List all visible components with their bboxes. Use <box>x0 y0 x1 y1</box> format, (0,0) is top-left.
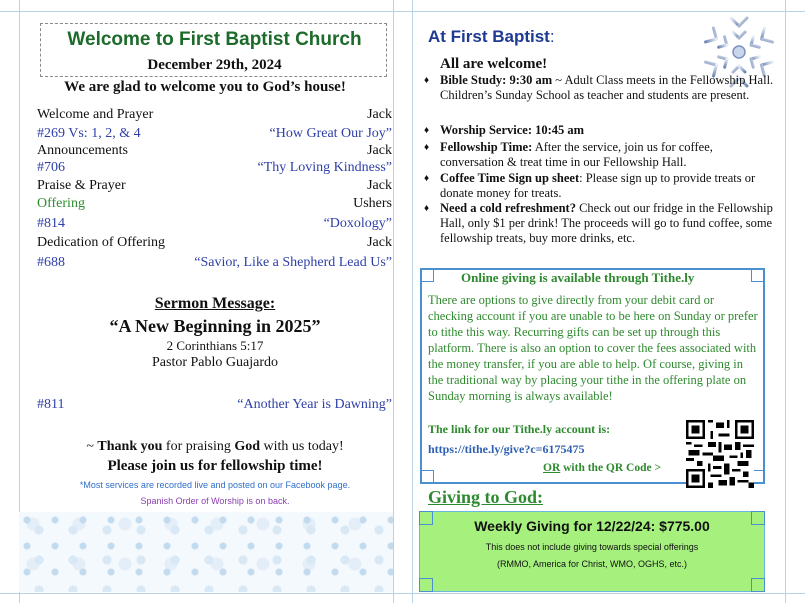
order-item-leader: Jack <box>367 235 392 250</box>
order-item-label: #688 <box>37 255 65 270</box>
order-item-leader: Jack <box>367 143 392 158</box>
spanish-note: Spanish Order of Worship is on back. <box>140 496 290 506</box>
service-date: December 29th, 2024 <box>147 57 282 73</box>
sermon-title: “A New Beginning in 2025” <box>109 316 321 336</box>
fellowship-invite: Please join us for fellowship time! <box>107 458 323 474</box>
announcement-text: : Please sign up to provide treats or donate money for treats. <box>440 171 756 200</box>
announcement-item <box>424 140 774 170</box>
order-item-leader: Jack <box>367 107 392 122</box>
qr-code-icon[interactable] <box>686 420 754 488</box>
church-title: Welcome to First Baptist Church <box>67 29 362 50</box>
giving-note-2: (RMMO, America for Christ, WMO, OGHS, etc.) <box>496 559 687 569</box>
online-giving-text: There are options to give directly from your debit card or checking account if you are unable to be here on Sunday or prefer to tithe this way. Recurring gifts can be set up through this platform. There is also an option to cover the fees associated with the money transfer, if you are able to help. Of course, giving in the traditional way by placing your tithe in the offering plate on Sunday morning is always available! <box>428 293 758 403</box>
announcement-title: Need a cold refreshment? <box>440 201 576 215</box>
announcement-title: Coffee Time Sign up sheet <box>440 171 580 185</box>
sermon-pastor: Pastor Pablo Guajardo <box>152 355 278 370</box>
announcement-text: Check out our fridge in the Fellowship Hall, only $1 per drink! The proceeds will go to fund coffee, some fellowship treats, buy more drinks, etc. <box>440 201 773 245</box>
announcement-item <box>424 171 774 201</box>
guide-line-right <box>785 0 786 603</box>
order-item-label: #269 Vs: 1, 2, & 4 <box>37 126 141 141</box>
right-heading: At First Baptist: <box>428 27 555 46</box>
order-item-label: Offering <box>37 196 85 211</box>
announcement-text: After the service, join us for coffee, conversation & treat time in our Fellowship Hall. <box>440 140 713 169</box>
snowflake-decoration-band <box>19 512 393 592</box>
thanks-line: ~ Thank you for praising God with us today! <box>86 439 344 454</box>
giving-note-1: This does not include giving towards special offerings <box>485 542 699 552</box>
sermon-heading: Sermon Message: <box>154 295 276 312</box>
order-item-label: Welcome and Prayer <box>37 107 154 122</box>
qr-code-hint: OR with the QR Code > <box>543 462 662 474</box>
order-item-leader: “Savior, Like a Shepherd Lead Us” <box>194 255 392 270</box>
order-item-label: #706 <box>37 160 65 175</box>
closing-hymn-number: #811 <box>37 397 65 412</box>
order-item-leader: “Thy Loving Kindness” <box>257 160 392 175</box>
order-item-leader: “Doxology” <box>323 216 392 231</box>
tithely-link-heading: The link for our Tithe.ly account is: <box>428 422 611 436</box>
giving-heading: Giving to God: <box>428 487 544 507</box>
order-item-leader: “How Great Our Joy” <box>269 126 392 141</box>
recorded-note: *Most services are recorded live and posted on our Facebook page. <box>79 480 351 490</box>
tithely-link[interactable]: https://tithe.ly/give?c=6175475 <box>428 442 585 456</box>
diamond-bullet-icon: ♦ <box>424 173 430 184</box>
all-welcome: All are welcome! <box>440 56 548 72</box>
order-item-label: Announcements <box>37 143 128 158</box>
diamond-bullet-icon: ♦ <box>424 75 430 86</box>
order-item-leader: Jack <box>367 178 392 193</box>
sermon-scripture: 2 Corinthians 5:17 <box>166 338 264 353</box>
announcement-item <box>424 201 774 246</box>
order-item-label: Praise & Prayer <box>37 178 126 193</box>
title-box <box>40 23 387 77</box>
diamond-bullet-icon: ♦ <box>424 142 430 153</box>
order-item-leader: Ushers <box>353 196 392 211</box>
guide-line-bottom <box>0 593 805 594</box>
order-item-label: Dedication of Offering <box>37 235 166 250</box>
announcement-title: Fellowship Time: <box>440 140 533 154</box>
weekly-giving-amount: Weekly Giving for 12/22/24: $775.00 <box>474 518 710 534</box>
announcement-item <box>424 123 774 138</box>
announcement-item <box>424 73 774 103</box>
announcement-title: Bible Study: 9:30 am <box>440 73 553 87</box>
welcome-line: We are glad to welcome you to God’s house! <box>64 79 346 95</box>
announcement-text: ~ Adult Class meets in the Fellowship Hall. Children’s Sunday School as teacher and students are present. <box>440 73 774 102</box>
order-item-label: #814 <box>37 216 65 231</box>
diamond-bullet-icon: ♦ <box>424 125 430 136</box>
guide-line-top <box>0 11 805 12</box>
announcement-title: Worship Service: 10:45 am <box>440 123 585 137</box>
closing-hymn-title: “Another Year is Dawning” <box>237 397 392 412</box>
online-giving-heading: Online giving is available through Tithe.ly <box>461 270 695 285</box>
diamond-bullet-icon: ♦ <box>424 203 430 214</box>
